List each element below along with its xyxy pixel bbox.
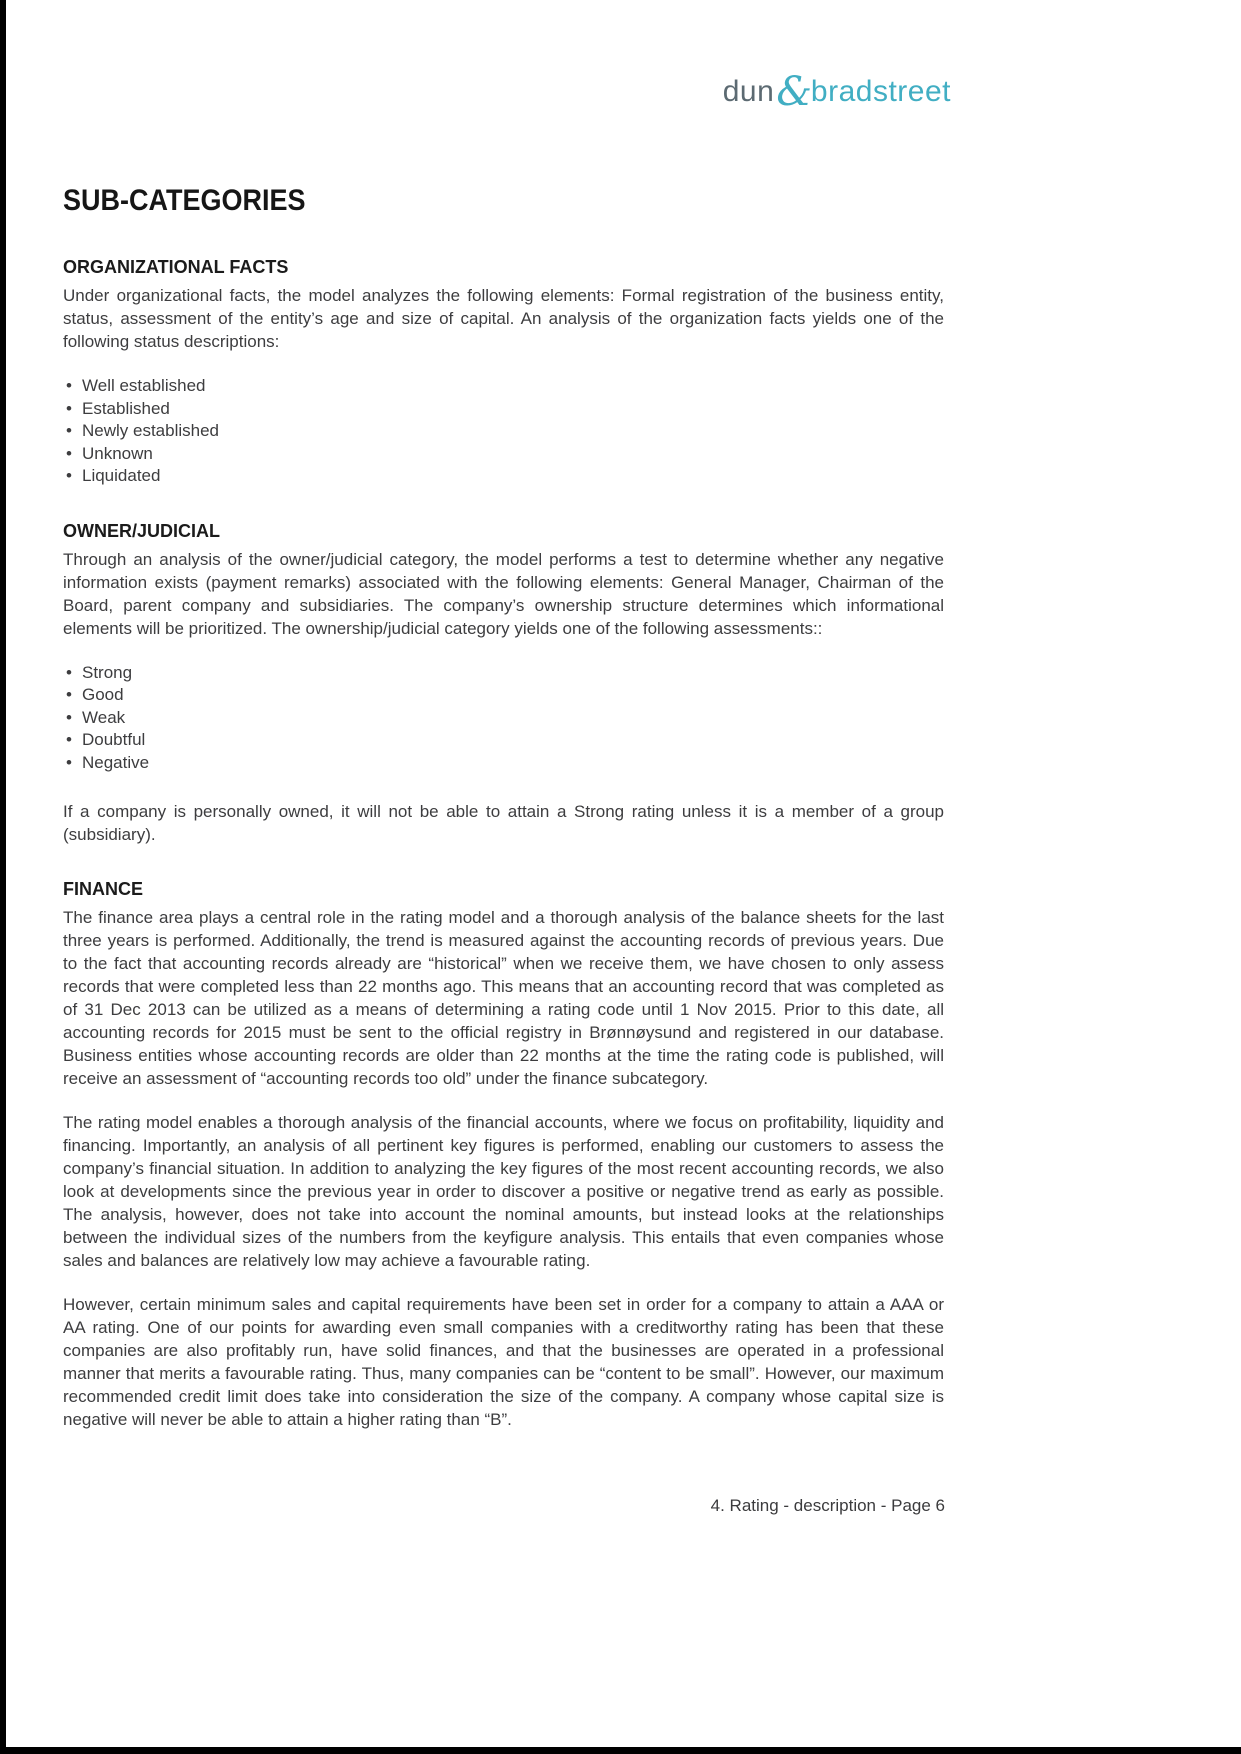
section-heading-organizational-facts: ORGANIZATIONAL FACTS (63, 257, 289, 277)
bullet-item: • Established (66, 398, 944, 421)
bullet-item: • Weak (66, 707, 944, 730)
bullet-item: • Liquidated (66, 465, 944, 488)
bullet-item: • Unknown (66, 443, 944, 466)
section-finance (63, 878, 944, 1431)
paragraph: The finance area plays a central role in the rating model and a thorough analysis of the balance sheets for the last three years is performed. Additionally, the trend is measured against the accounting records of previous years. Due to the fact that accounting records already are “historical” when we receive them, we have chosen to only assess records that were completed less than 22 months ago. This means that an accounting record that was completed as of 31 Dec 2013 can be utilized as a means of determining a rating code until 1 Nov 2015. Prior to this date, all accounting records for 2015 must be sent to the official registry in Brønnøysund and registered in our database. Business entities whose accounting records are older than 22 months at the time the rating code is published, will receive an assessment of “accounting records too old” under the finance subcategory. (63, 908, 944, 1088)
paragraph: Under organizational facts, the model analyzes the following elements: Formal registration of the business entity, status, assessment of the entity’s age and size of capital. An analysis of the organization facts yields one of the following status descriptions: (63, 286, 944, 351)
status-bullet-list (66, 375, 944, 488)
bullet-item: • Good (66, 684, 944, 707)
section-owner-judicial (63, 520, 944, 847)
bullet-item: • Newly established (66, 420, 944, 443)
bullet-item: • Well established (66, 375, 944, 398)
paragraph: Through an analysis of the owner/judicial category, the model performs a test to determine whether any negative information exists (payment remarks) associated with the following elements: General Manager, Chairman of the Board, parent company and subsidiaries. The company’s ownership structure determines which informational elements will be prioritized. The ownership/judicial category yields one of the following assessments:: (63, 549, 944, 638)
logo-text-bradstreet: bradstreet (810, 75, 951, 108)
bullet-item: • Strong (66, 662, 944, 685)
paragraph: However, certain minimum sales and capital requirements have been set in order for a company to attain a AAA or AA rating. One of our points for awarding even small companies with a creditworthy rating has been that these companies are also profitably run, have solid finances, and that the businesses are operated in a professional manner that merits a favourable rating. Thus, many companies can be “content to be small”. However, our maximum recommended credit limit does take into consideration the size of the company. A company whose capital size is negative will never be able to attain a higher rating than “B”. (63, 1295, 944, 1429)
assessment-bullet-list (66, 662, 944, 775)
bullet-item: • Negative (66, 752, 944, 775)
logo-text-dun: dun (722, 75, 775, 108)
paragraph: If a company is personally owned, it will not be able to attain a Strong rating unless it is a member of a group (subsidiary). (63, 802, 944, 844)
bullet-item: • Doubtful (66, 729, 944, 752)
logo-ampersand-icon: & (776, 69, 812, 115)
page-footer: 4. Rating - description - Page 6 (710, 1496, 945, 1515)
paragraph: The rating model enables a thorough analysis of the financial accounts, where we focus on profitability, liquidity and financing. Importantly, an analysis of all pertinent key figures is performed, enabling our customers to assess the company’s financial situation. In addition to analyzing the key figures of the most recent accounting records, we also look at developments since the previous year in order to discover a positive or negative trend as early as possible. The analysis, however, does not take into account the nominal amounts, but instead looks at the relationships between the individual sizes of the numbers from the keyfigure analysis. This entails that even companies whose sales and balances are relatively low may achieve a favourable rating. (63, 1113, 944, 1270)
scan-edge-bottom (0, 1747, 1241, 1754)
scan-edge-left (0, 0, 6, 1754)
page-content (63, 0, 944, 1431)
section-organizational-facts (63, 256, 944, 488)
section-heading-owner-judicial: OWNER/JUDICIAL (63, 520, 220, 541)
section-heading-finance: FINANCE (63, 879, 143, 899)
page-title: SUB-CATEGORIES (63, 184, 306, 217)
